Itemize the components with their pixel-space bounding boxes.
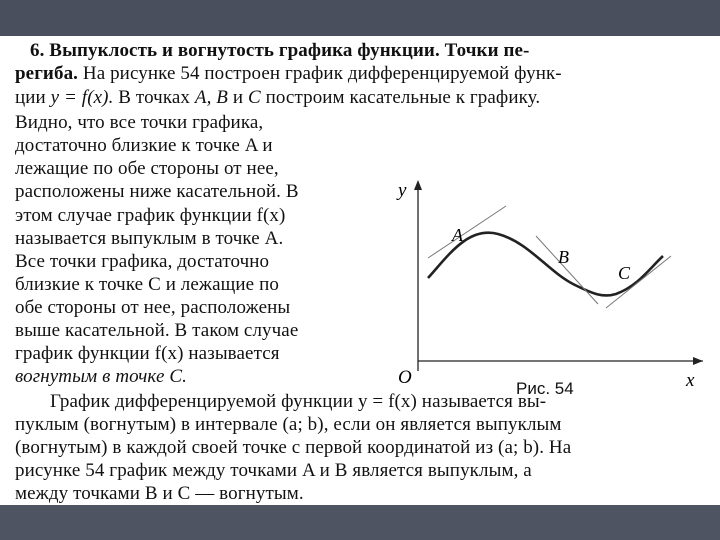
point-a-label: A xyxy=(452,225,463,245)
left-line: график функции f(x) называется xyxy=(15,343,280,364)
left-line: достаточно близкие к точке A и xyxy=(15,135,273,156)
formula-yfx: y = f(x). xyxy=(50,87,114,108)
left-line: Видно, что все точки графика, xyxy=(15,112,264,133)
heading-line3 xyxy=(15,87,540,108)
line3-pre: ции xyxy=(15,87,51,108)
bottom-line: между точками B и C — вогнутым. xyxy=(15,483,304,504)
left-line: лежащие по обе стороны от нее, xyxy=(15,158,279,179)
bottom-line: График дифференцируемой функции y = f(x) называется вы- xyxy=(50,391,547,412)
left-line: обе стороны от нее, расположены xyxy=(15,297,291,318)
points-ab: A, B xyxy=(194,87,228,108)
left-line: расположены ниже касательной. В xyxy=(15,181,299,202)
point-c-ref: C xyxy=(247,87,261,108)
graph-svg xyxy=(388,176,708,406)
line3-and: и xyxy=(227,87,248,108)
left-line: Все точки графика, достаточно xyxy=(15,251,270,272)
figure-caption: Рис. 54 xyxy=(516,379,574,398)
bottom-line: (вогнутым) в каждой своей точке с первой координатой из (a; b). На xyxy=(15,437,572,458)
heading-line1: 6. Выпуклость и вогнутость графика функции. Точки пе- xyxy=(30,40,530,61)
point-c-label: C xyxy=(618,263,631,283)
origin-label: O xyxy=(398,367,412,388)
point-b-label: B xyxy=(558,247,569,267)
line3-tail: построим касательные к графику. xyxy=(260,87,541,108)
heading-line2 xyxy=(15,63,562,84)
bottom-line: рисунке 54 график между точками A и B является выпуклым, а xyxy=(15,460,532,481)
bottom-band xyxy=(0,505,720,540)
bottom-line: пуклым (вогнутым) в интервале (a; b), если он является выпуклым xyxy=(15,414,562,435)
section-heading xyxy=(30,40,529,61)
y-axis-arrow xyxy=(414,180,422,190)
heading-line2-rest: На рисунке 54 построен график дифференцируемой функ- xyxy=(78,63,562,84)
x-label: x xyxy=(686,370,695,391)
left-line: близкие к точке C и лежащие по xyxy=(15,274,279,295)
heading-line2-bold: региба. xyxy=(15,63,79,84)
left-line: этом случае график функции f(x) xyxy=(15,205,286,226)
y-label: y xyxy=(398,180,407,201)
x-axis-arrow xyxy=(693,357,703,365)
left-line: называется выпуклым в точке A. xyxy=(15,228,284,249)
line3-rest: В точках xyxy=(113,87,195,108)
tangent-c xyxy=(606,256,671,308)
left-line: выше касательной. В таком случае xyxy=(15,320,299,341)
textbook-page xyxy=(0,36,720,505)
figure-54 xyxy=(388,176,708,406)
top-band xyxy=(0,0,720,36)
left-line: вогнутым в точке C. xyxy=(15,366,187,387)
